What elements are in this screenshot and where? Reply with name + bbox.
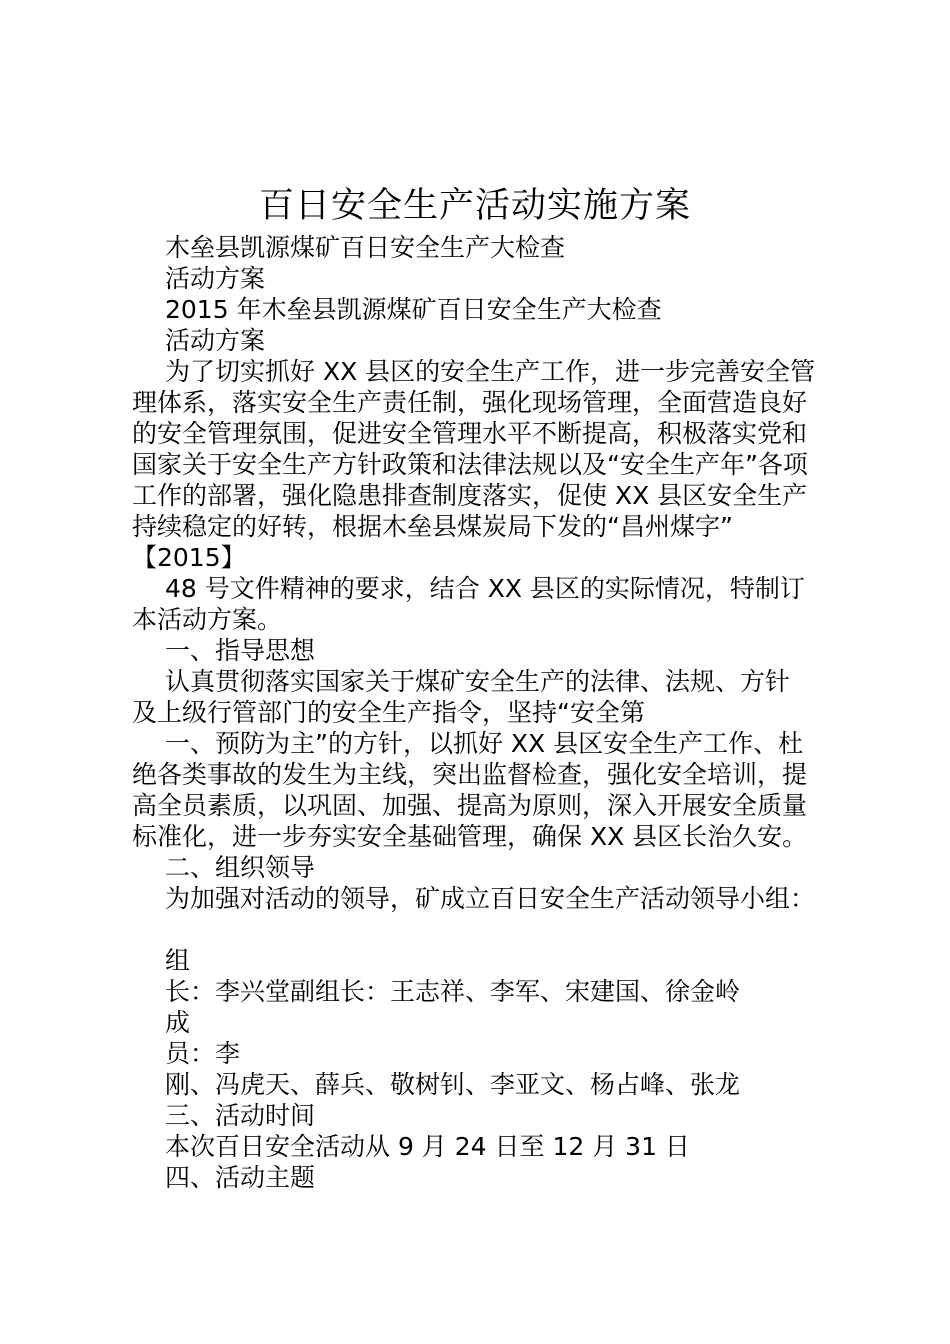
- text-line: 活动方案: [165, 326, 266, 355]
- text-line: 高全员素质，以巩固、加强、提高为原则，深入开展安全质量: [132, 791, 808, 820]
- text-line: 认真贯彻落实国家关于煤矿安全生产的法律、法规、方针: [165, 667, 791, 696]
- text-line: 及上级行管部门的安全生产指令，坚持“安全第: [132, 698, 645, 727]
- text-line: 本活动方案。: [132, 605, 283, 634]
- section-heading: 二、组织领导: [165, 853, 316, 882]
- text-line: 48 号文件精神的要求，结合 XX 县区的实际情况，特制订: [165, 574, 805, 603]
- text-line: 一、预防为主”的方针，以抓好 XX 县区安全生产工作、杜: [165, 729, 804, 758]
- document-title: 百日安全生产活动实施方案: [258, 186, 691, 226]
- blank-line: [132, 914, 832, 945]
- text-line: 【2015】: [132, 543, 246, 572]
- text-line: 组: [165, 946, 191, 975]
- text-line: 理体系，落实安全生产责任制，强化现场管理，全面营造良好: [132, 388, 808, 417]
- text-line: 的安全管理氛围，促进安全管理水平不断提高，积极落实党和: [132, 419, 808, 448]
- section-heading: 一、指导思想: [165, 636, 316, 665]
- text-line: 成: [165, 1008, 191, 1037]
- text-line: 2015 年木垒县凯源煤矿百日安全生产大检查: [165, 295, 662, 324]
- document-body: [132, 232, 832, 1193]
- text-line: 木垒县凯源煤矿百日安全生产大检查: [165, 233, 566, 262]
- text-line: 本次百日安全活动从 9 月 24 日至 12 月 31 日: [165, 1132, 690, 1161]
- section-heading: 四、活动主题: [165, 1163, 316, 1192]
- text-line: 工作的部署，强化隐患排查制度落实，促使 XX 县区安全生产: [132, 481, 808, 510]
- text-line: 国家关于安全生产方针政策和法律法规以及“安全生产年”各项: [132, 450, 808, 479]
- text-line: 持续稳定的好转，根据木垒县煤炭局下发的“昌州煤字”: [132, 512, 733, 541]
- text-line: 为加强对活动的领导，矿成立百日安全生产活动领导小组：: [165, 884, 816, 913]
- section-heading: 三、活动时间: [165, 1101, 316, 1130]
- text-line: 活动方案: [165, 264, 266, 293]
- text-line: 长：李兴堂副组长：王志祥、李军、宋建国、徐金岭: [165, 977, 741, 1006]
- text-line: 员：李: [165, 1039, 241, 1068]
- text-line: 刚、冯虎天、薛兵、敬树钊、李亚文、杨占峰、张龙: [165, 1070, 741, 1099]
- text-line: 绝各类事故的发生为主线，突出监督检查，强化安全培训，提: [132, 760, 808, 789]
- text-line: 为了切实抓好 XX 县区的安全生产工作，进一步完善安全管: [165, 357, 816, 386]
- text-line: 标准化，进一步夯实安全基础管理，确保 XX 县区长治久安。: [132, 822, 808, 851]
